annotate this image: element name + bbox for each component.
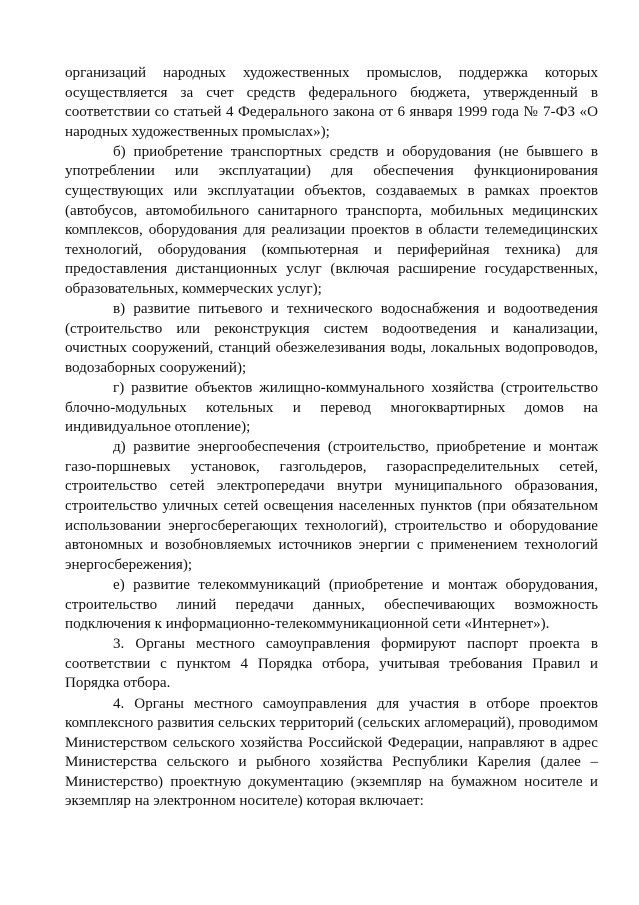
paragraph-item-e: е) развитие телекоммуникаций (приобретение и монтаж оборудования, строительство линий передачи данных, обеспечивающих возможность подключения к информационно-телекоммуникационной сети «Интернет»). (65, 576, 598, 633)
paragraph-clause-4: 4. Органы местного самоуправления для участия в отборе проектов комплексного развития сельских территорий (сельских агломераций), проводимом Министерством сельского хозяйства Российской Федерации, направляют в адрес Министерства сельского и рыбного хозяйства Республики Карелия (далее – Министерство) проектную документацию (экземпляр на бумажном носителе и экземпляр на электронном носителе) которая включает: (65, 695, 598, 810)
document-page (65, 64, 598, 813)
paragraph-item-v: в) развитие питьевого и технического водоснабжения и водоотведения (строительство или реконструкция систем водоотведения и канализации, очистных сооружений, станций обезжелезивания воды, локальных водопроводов, водозаборных сооружений); (65, 301, 598, 376)
paragraph-item-b: б) приобретение транспортных средств и оборудования (не бывшего в употреблении или эксплуатации) для обеспечения функционирования существующих или эксплуатации объектов, создаваемых в рамках проектов (автобусов, автомобильного санитарного транспорта, мобильных медицинских комплексов, оборудования для реализации проектов в области телемедицинских технологий, оборудования (компьютерная и периферийная техника) для предоставления дистанционных услуг (включая расширение государственных, образовательных, коммерческих услуг); (65, 143, 598, 298)
paragraph-item-g: г) развитие объектов жилищно-коммунального хозяйства (строительство блочно-модульных котельных и перевод многоквартирных домов на индивидуальное отопление); (65, 380, 598, 436)
paragraph-continuation: организаций народных художественных промыслов, поддержка которых осуществляется за счет средств федерального бюджета, утвержденный в соответствии со статьей 4 Федерального закона от 6 января 1999 года № 7-ФЗ «О народных художественных промыслах»); (65, 65, 598, 140)
paragraph-item-d: д) развитие энергообеспечения (строительство, приобретение и монтаж газо-поршневых установок, газгольдеров, газораспределительных сетей, строительство сетей электропередачи внутри муниципального образования, строительство уличных сетей освещения населенных пунктов (при обязательном использовании энергосберегающих технологий), строительство и оборудование автономных и возобновляемых источников энергии с применением технологий энергосбережения); (65, 439, 598, 573)
paragraph-clause-3: 3. Органы местного самоуправления формируют паспорт проекта в соответствии с пунктом 4 Порядка отбора, учитывая требования Правил и Порядка отбора. (65, 636, 598, 692)
